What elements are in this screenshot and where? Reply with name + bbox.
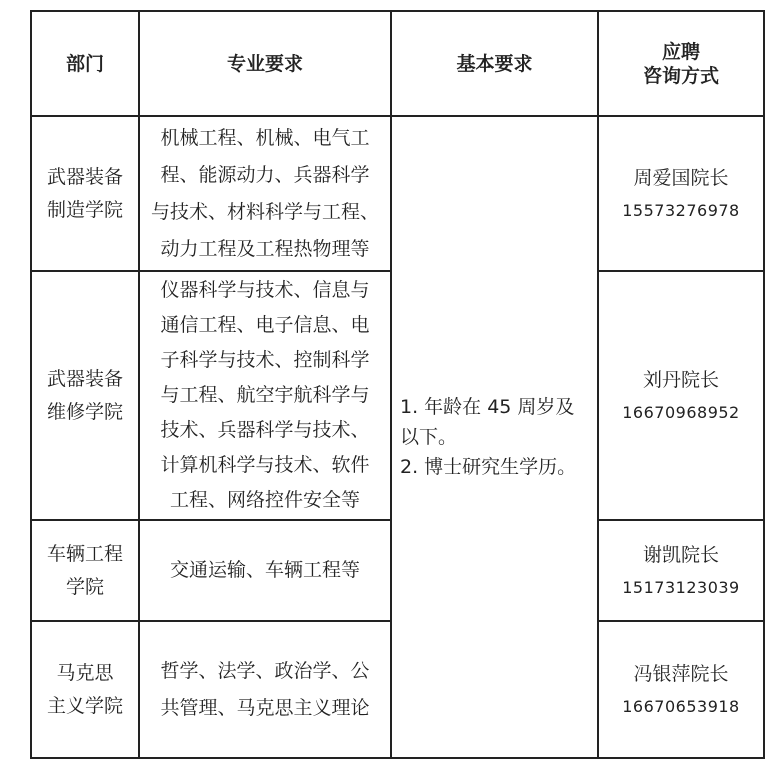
text-line: 车辆工程 <box>46 542 123 565</box>
header-row <box>31 11 764 116</box>
contact-cell <box>598 271 764 520</box>
text-line: 程、能源动力、兵器科学 <box>160 163 370 186</box>
text-line: 技术、兵器科学与技术、 <box>160 419 370 441</box>
contact-name: 冯银萍院长 <box>633 662 729 685</box>
department-cell <box>31 520 139 621</box>
text-line: 交通运输、车辆工程等 <box>169 559 360 581</box>
text-line: 1. 年龄在 45 周岁及 <box>400 396 575 418</box>
text-line: 以下。 <box>400 426 458 448</box>
basic-requirements-cell <box>391 116 598 758</box>
contact-name: 谢凯院长 <box>642 543 719 566</box>
text-line: 通信工程、电子信息、电 <box>160 314 370 336</box>
department-cell <box>31 116 139 271</box>
header-contact <box>598 11 764 116</box>
header-contact-line: 应聘 <box>661 40 700 63</box>
text-line: 2. 博士研究生学历。 <box>400 456 577 478</box>
text-line: 制造学院 <box>46 198 123 221</box>
contact-phone: 16670653918 <box>622 696 740 716</box>
text-line: 马克思 <box>56 661 114 684</box>
text-line: 主义学院 <box>46 694 123 717</box>
text-line: 哲学、法学、政治学、公 <box>160 659 370 682</box>
text-line: 动力工程及工程热物理等 <box>160 237 370 260</box>
majors-cell <box>139 520 391 621</box>
text-line: 子科学与技术、控制科学 <box>160 349 370 371</box>
text-line: 武器装备 <box>46 165 123 188</box>
text-line: 维修学院 <box>46 400 123 423</box>
department-cell <box>31 621 139 758</box>
text-line: 共管理、马克思主义理论 <box>160 696 370 719</box>
contact-name: 刘丹院长 <box>642 368 719 391</box>
text-line: 计算机科学与技术、软件 <box>160 454 370 476</box>
text-line: 工程、网络控件安全等 <box>169 489 360 511</box>
contact-phone: 15573276978 <box>622 200 740 220</box>
header-majors: 专业要求 <box>139 11 391 116</box>
contact-name: 周爱国院长 <box>633 166 729 189</box>
majors-cell <box>139 621 391 758</box>
contact-cell <box>598 621 764 758</box>
contact-phone: 16670968952 <box>622 402 740 422</box>
contact-phone: 15173123039 <box>622 577 740 597</box>
text-line: 与工程、航空宇航科学与 <box>160 384 370 406</box>
text-line: 与技术、材料科学与工程、 <box>150 200 379 223</box>
majors-cell <box>139 271 391 520</box>
recruitment-table <box>30 10 765 759</box>
contact-cell <box>598 116 764 271</box>
table-row <box>31 116 764 271</box>
header-department: 部门 <box>31 11 139 116</box>
text-line: 仪器科学与技术、信息与 <box>160 279 370 301</box>
contact-cell <box>598 520 764 621</box>
text-line: 学院 <box>65 575 104 598</box>
department-cell <box>31 271 139 520</box>
header-basic-requirements: 基本要求 <box>391 11 598 116</box>
text-line: 武器装备 <box>46 367 123 390</box>
text-line: 机械工程、机械、电气工 <box>160 126 370 149</box>
majors-cell <box>139 116 391 271</box>
header-contact-line: 咨询方式 <box>642 64 719 87</box>
